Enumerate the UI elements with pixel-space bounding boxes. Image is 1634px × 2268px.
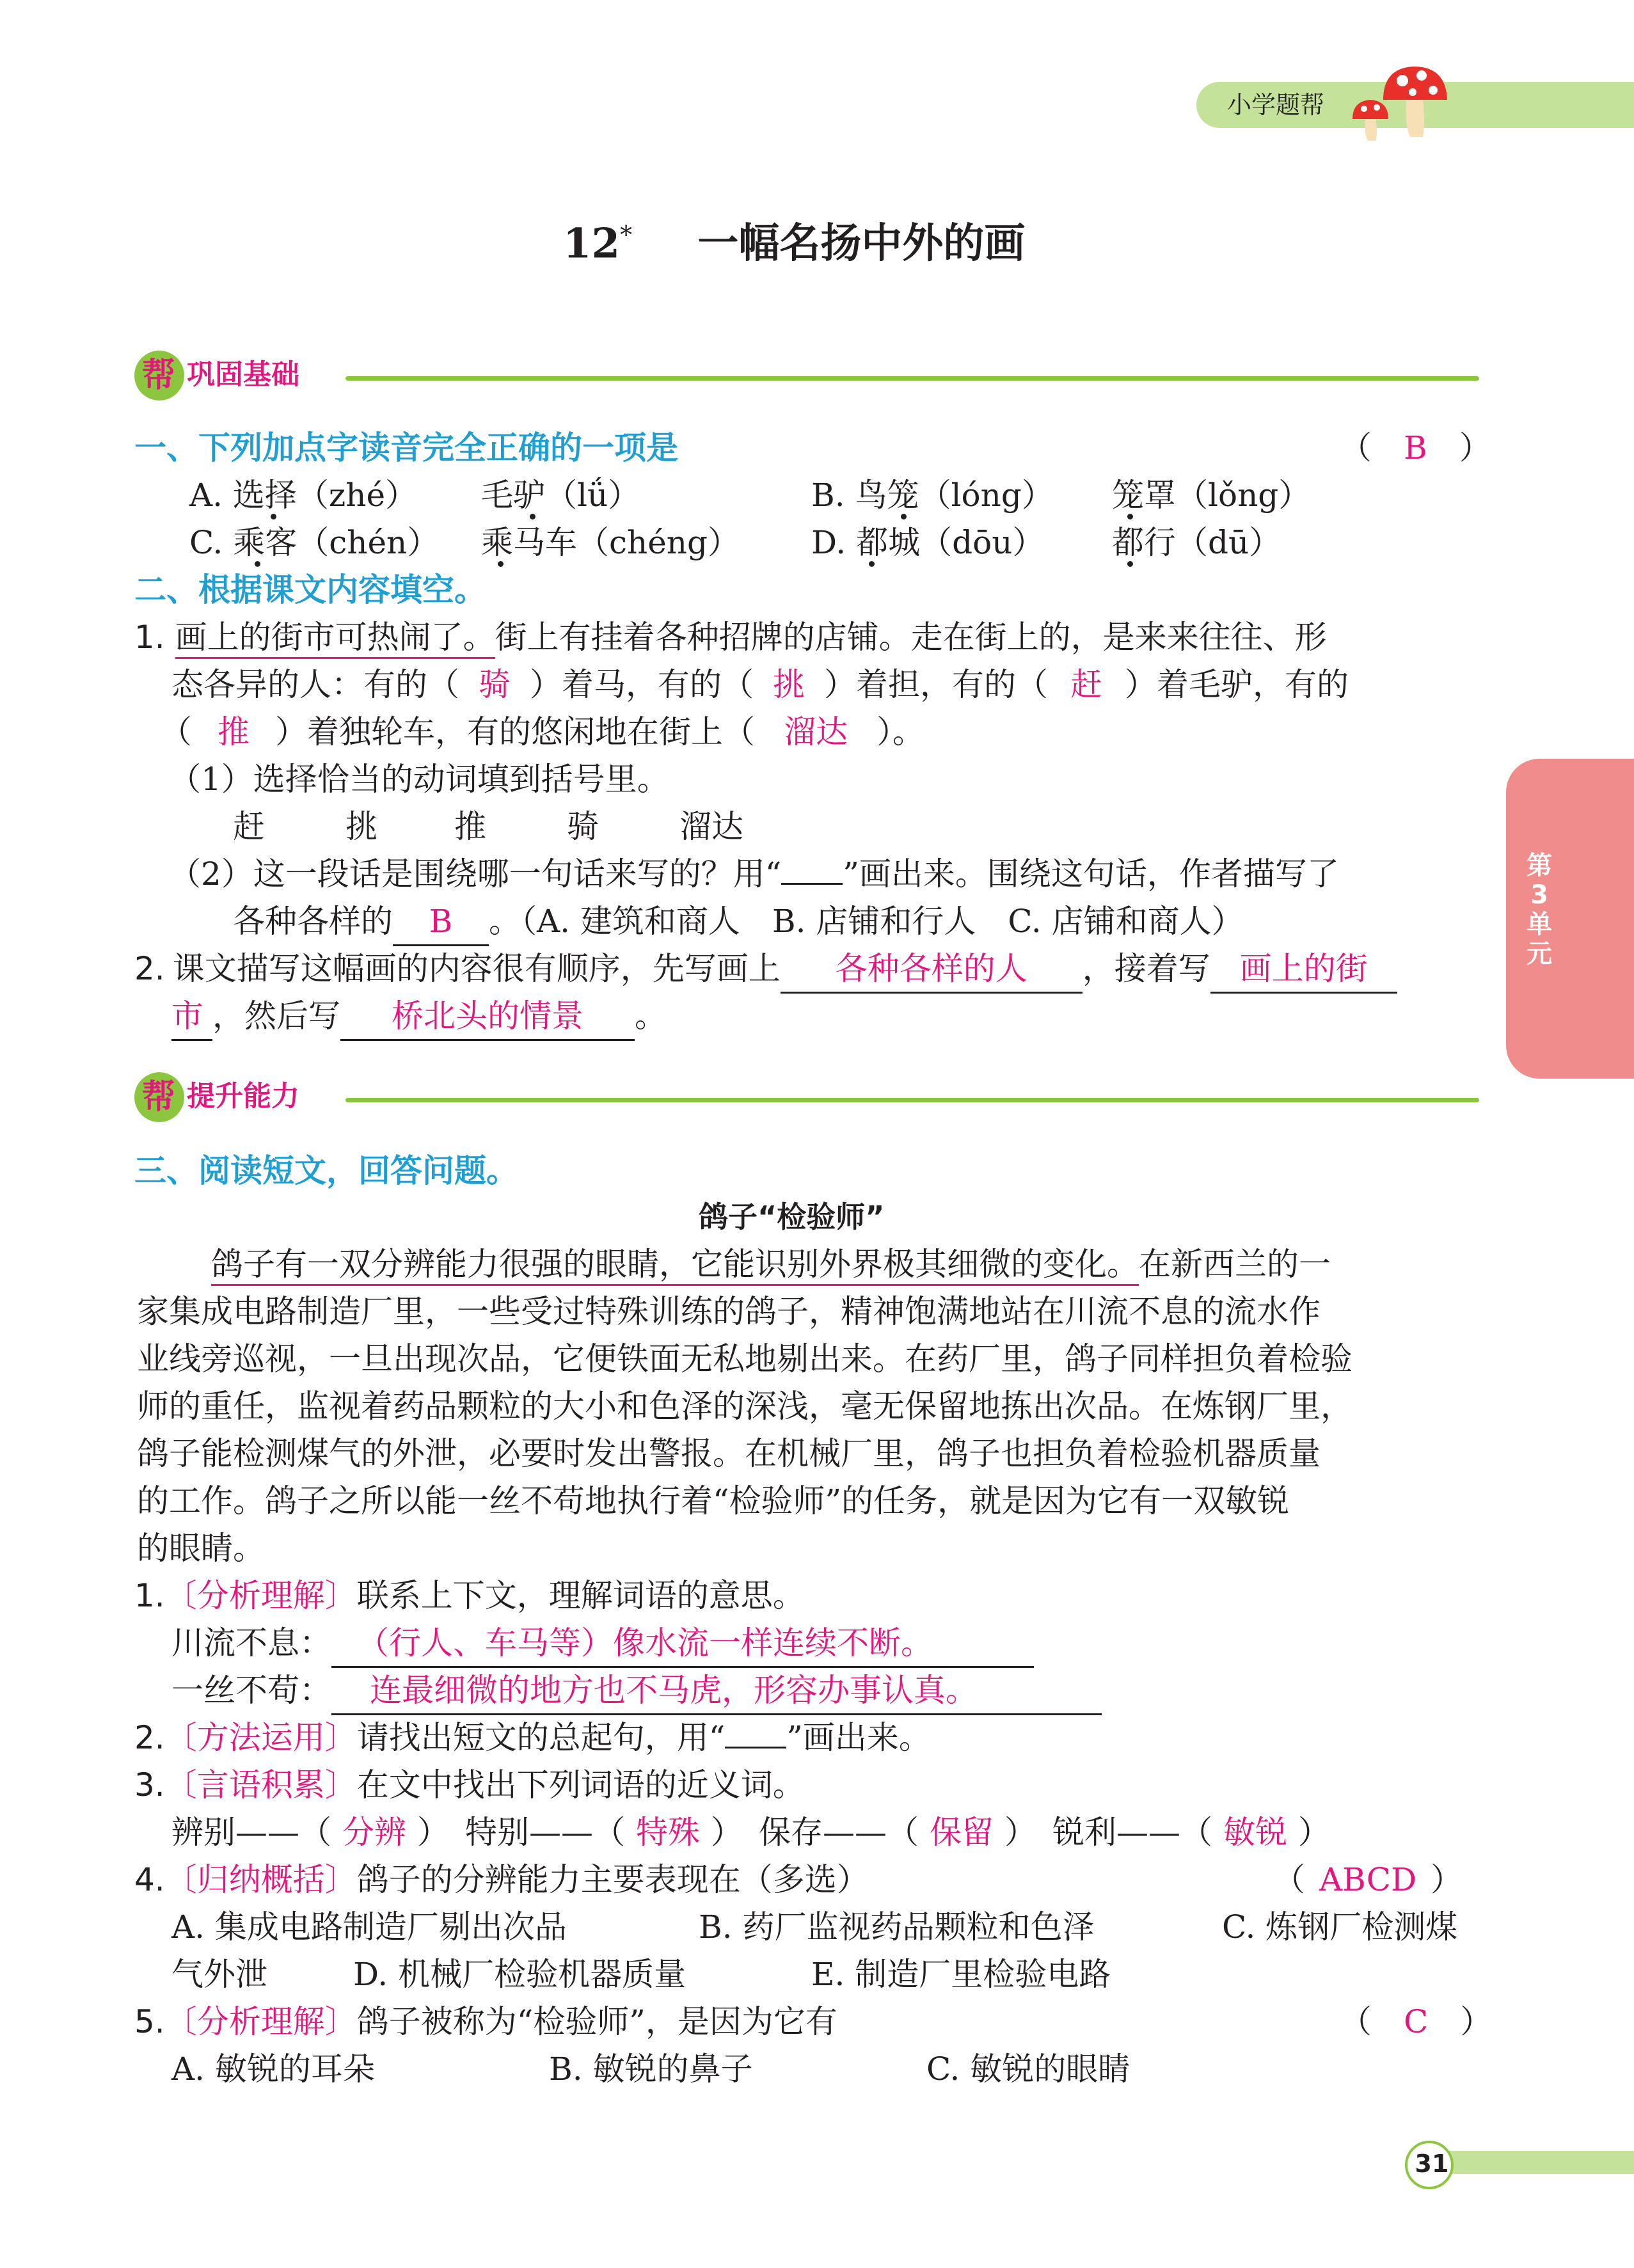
answer-liuda: 溜达	[784, 713, 848, 750]
answer-qi: 骑	[479, 666, 511, 703]
q3-item1	[134, 1573, 805, 1619]
answer-item5: C	[1404, 2003, 1429, 2040]
q3-item5-answer-bracket: （ C ）	[1340, 2003, 1493, 2040]
emphasis-dot	[255, 561, 260, 567]
section-divider	[345, 1098, 1479, 1102]
answer-synonym: 敏锐	[1223, 1814, 1287, 1851]
title-text: 一幅名扬中外的画	[697, 220, 1026, 268]
emphasis-dot	[498, 561, 504, 567]
q2-sub2c: 各种各样的	[233, 903, 393, 940]
q3-item4-option-c: C. 炼钢厂检测煤	[1222, 1908, 1458, 1946]
q3-item2	[134, 1715, 931, 1761]
q1-option-a2: 毛驴（lǘ）	[481, 477, 640, 514]
section-title-improve: 提升能力	[187, 1080, 299, 1113]
q3-item3	[134, 1762, 805, 1808]
q3-item4-option-b: B. 药厂监视药品颗粒和色泽	[699, 1908, 1095, 1946]
item-tag-text: 归纳概括	[196, 1861, 325, 1898]
item-tag: 〔言语积累〕	[164, 1766, 357, 1804]
q2-l2a: 态各异的人：有的（	[171, 666, 459, 703]
q2-heading: 二、根据课文内容填空。	[134, 571, 486, 608]
q2-para-line1	[134, 614, 1327, 660]
q2-item1-number: 1.	[134, 619, 165, 656]
title-number: 12	[563, 219, 621, 268]
item-number: 2.	[134, 1719, 165, 1756]
passage-line: 鸽子能检测煤气的外泄，必要时发出警报。在机械厂里，鸽子也担负着检验机器质量	[137, 1435, 1321, 1472]
q1-answer-bracket: （ B ）	[1340, 429, 1491, 466]
answer-sub2: B	[393, 898, 489, 946]
q2-sub2-line2	[233, 898, 1244, 946]
q1-option-c: C. 乘客（chén）	[189, 524, 440, 561]
word-label: 川流不息：	[171, 1624, 331, 1661]
passage-line: 业线旁巡视，一旦出现次品，它便铁面无私地剔出来。在药厂里，鸽子同样担负着检验	[137, 1340, 1352, 1377]
q2-l3a: （	[160, 713, 192, 750]
q2-sub2a: （2）这一段话是围绕哪一句话来写的？用“	[169, 855, 782, 892]
item-tag: 〔分析理解〕	[164, 2003, 357, 2040]
q2-line1-rest: 街上有挂着各种招牌的店铺。走在街上的，是来来往往、形	[495, 619, 1327, 656]
q1-a1: A. 选择（zhé）	[189, 477, 418, 514]
side-tab-char: 第	[1527, 851, 1552, 880]
word-label: 一丝不苟：	[171, 1672, 331, 1709]
q2-sub2d: 。（A. 建筑和商人 B. 店铺和行人 C. 店铺和商人）	[489, 903, 1244, 940]
emphasis-dot	[869, 561, 875, 567]
section-badge-label: 帮	[142, 356, 176, 395]
item-number: 1.	[134, 1577, 165, 1614]
q2-p4a: 课文描写这幅画的内容很有顺序，先写画上	[172, 950, 781, 987]
q2-p4d: 。	[635, 997, 667, 1035]
passage-line: 的眼睛。	[137, 1530, 265, 1567]
page-title	[563, 206, 1025, 273]
q3-heading: 三、阅读短文，回答问题。	[134, 1152, 518, 1189]
item-text: 鸽子的分辨能力主要表现在（多选）	[356, 1861, 869, 1898]
answer-synonym: 分辨	[342, 1814, 406, 1851]
item-tag-text: 分析理解	[196, 1577, 325, 1614]
synonym-label: ） 保存——（	[711, 1814, 919, 1851]
q2-p4c: ，然后写	[212, 997, 340, 1035]
answer-tui: 推	[218, 713, 250, 750]
q2-l2c: ）着担，有的（	[824, 666, 1048, 703]
item-text: 请找出短文的总起句，用“	[356, 1719, 726, 1756]
q1-option-a	[189, 472, 417, 518]
item-tag-text: 言语积累	[196, 1766, 325, 1804]
item-tag: 〔归纳概括〕	[164, 1861, 357, 1898]
item-text: 鸽子被称为“检验师”，是因为它有	[356, 2003, 837, 2040]
passage-line: 家集成电路制造厂里，一些受过特殊训练的鸽子，精神饱满地站在川流不息的流水作	[137, 1293, 1321, 1330]
synonym-end: ）	[1298, 1814, 1330, 1851]
q2-p4b: ，接着写	[1082, 950, 1210, 987]
side-tab-char: 元	[1527, 939, 1552, 969]
answer-synonym: 保留	[930, 1814, 994, 1851]
emphasis-dot	[1127, 561, 1133, 567]
answer-p4a: 各种各样的人	[781, 946, 1083, 994]
q2-para-line3	[160, 709, 924, 755]
answer-p4b1: 画上的街	[1210, 946, 1397, 994]
underline-sample	[781, 851, 843, 885]
q3-item4-answer-bracket: （ ABCD ）	[1273, 1857, 1463, 1903]
answer-chuanliu: （行人、车马等）像水流一样连续不断。	[331, 1620, 1034, 1668]
header-tab-label: 小学题帮	[1227, 91, 1325, 119]
q2-sub1: （1）选择恰当的动词填到括号里。	[169, 761, 669, 798]
q3-item4	[134, 1857, 869, 1903]
passage-topic-sentence: 鸽子有一双分辨能力很强的眼睛，它能识别外界极其细微的变化。	[211, 1244, 1139, 1286]
emphasis-dot	[530, 514, 535, 519]
side-tab-char: 单	[1527, 910, 1552, 939]
answer-p4c: 桥北头的情景	[340, 993, 635, 1041]
answer-gan: 赶	[1070, 666, 1102, 703]
q2-item2-line2	[171, 993, 667, 1041]
answer-p4b2: 市	[171, 993, 212, 1041]
item-text: 在文中找出下列词语的近义词。	[356, 1766, 805, 1804]
answer-yisibugou: 连最细微的地方也不马虎，形容办事认真。	[331, 1667, 1102, 1715]
emphasis-dot	[271, 514, 276, 519]
item-tag: 〔方法运用〕	[164, 1719, 357, 1756]
verb-item: 挑	[345, 808, 377, 845]
passage-line: 师的重任，监视着药品颗粒的大小和色泽的深浅，毫无保留地拣出次品。在炼钢厂里，	[137, 1388, 1352, 1425]
synonym-label: 辨别——（	[171, 1814, 331, 1851]
q1-option-b: B. 鸟笼（lóng）	[811, 477, 1054, 514]
answer-synonym: 特殊	[636, 1814, 700, 1851]
section-title-consolidate: 巩固基础	[187, 358, 299, 391]
q3-item1-word1	[171, 1620, 1034, 1668]
synonym-label: ） 特别——（	[417, 1814, 625, 1851]
item-text: 联系上下文，理解词语的意思。	[356, 1577, 805, 1614]
q3-item5-option-b: B. 敏锐的鼻子	[549, 2050, 753, 2088]
passage-l1-rest: 在新西兰的一	[1139, 1246, 1331, 1283]
answer-tiao: 挑	[773, 666, 805, 703]
verb-item: 溜达	[679, 808, 743, 845]
q2-item2-number: 2.	[134, 950, 165, 987]
synonym-label: ） 锐利——（	[1004, 1814, 1212, 1851]
answer-item4: ABCD	[1319, 1861, 1417, 1898]
q1-heading: 一、下列加点字读音完全正确的一项是	[134, 429, 678, 466]
q2-para-line2	[171, 662, 1349, 708]
side-tab-char: 3	[1530, 880, 1548, 910]
q3-item5	[134, 1999, 837, 2045]
passage-line: 的工作。鸽子之所以能一丝不苟地执行着“检验师”的任务，就是因为它有一双敏锐	[137, 1482, 1290, 1519]
footer-bar	[1433, 2151, 1634, 2174]
unit-side-tab-label	[1520, 851, 1559, 969]
q2-item2-line1	[134, 946, 1397, 994]
q3-item5-option-a: A. 敏锐的耳朵	[171, 2050, 375, 2088]
q2-verb-list	[233, 804, 743, 850]
q2-sub2-line1	[169, 851, 1339, 897]
passage-line	[211, 1241, 1331, 1287]
q1-option-d2: 都行（dū）	[1112, 524, 1281, 561]
q3-item1-word2	[171, 1667, 1102, 1715]
item-tag: 〔分析理解〕	[164, 1577, 357, 1614]
q2-sub2b: ”画出来。围绕这句话，作者描写了	[843, 855, 1339, 892]
q1-option-c2: 乘马车（chéng）	[481, 524, 740, 561]
item-number: 3.	[134, 1766, 165, 1804]
passage-title: 鸽子“检验师”	[699, 1200, 885, 1234]
q3-item3-answers	[171, 1809, 1330, 1855]
q3-item4-option-e: E. 制造厂里检验电路	[811, 1956, 1111, 1993]
q2-underlined-sentence: 画上的街市可热闹了。	[175, 617, 495, 659]
q1-option-b2: 笼罩（lǒng）	[1112, 477, 1311, 514]
emphasis-dot	[901, 514, 907, 519]
section-badge-label: 帮	[142, 1078, 176, 1116]
mushroom-icon	[1344, 55, 1459, 145]
title-star: *	[620, 221, 633, 249]
verb-item: 推	[454, 808, 486, 845]
item-tag-text: 分析理解	[196, 2003, 325, 2040]
q3-item5-option-c: C. 敏锐的眼睛	[926, 2050, 1130, 2088]
q2-l2b: ）着马，有的（	[530, 666, 754, 703]
item-number: 5.	[134, 2003, 165, 2040]
emphasis-dot	[1127, 514, 1133, 519]
verb-item: 骑	[567, 808, 599, 845]
q2-l3b: ）着独轮车，有的悠闲地在街上（	[275, 713, 755, 750]
verb-item: 赶	[233, 808, 265, 845]
q1-answer: B	[1404, 429, 1427, 466]
underline-sample	[725, 1715, 786, 1749]
section-divider	[345, 376, 1479, 381]
q3-item4-option-c2: 气外泄	[171, 1956, 267, 1993]
q2-l2d: ）着毛驴，有的	[1125, 666, 1349, 703]
q3-item4-option-d: D. 机械厂检验机器质量	[353, 1956, 686, 1993]
item-number: 4.	[134, 1861, 165, 1898]
q3-item4-option-a: A. 集成电路制造厂剔出次品	[171, 1908, 567, 1946]
q1-option-d: D. 都城（dōu）	[811, 524, 1045, 561]
q2-l3c: ）。	[876, 713, 924, 750]
item-text: ”画出来。	[786, 1719, 931, 1756]
page-number: 31	[1415, 2150, 1449, 2178]
item-tag-text: 方法运用	[196, 1719, 325, 1756]
